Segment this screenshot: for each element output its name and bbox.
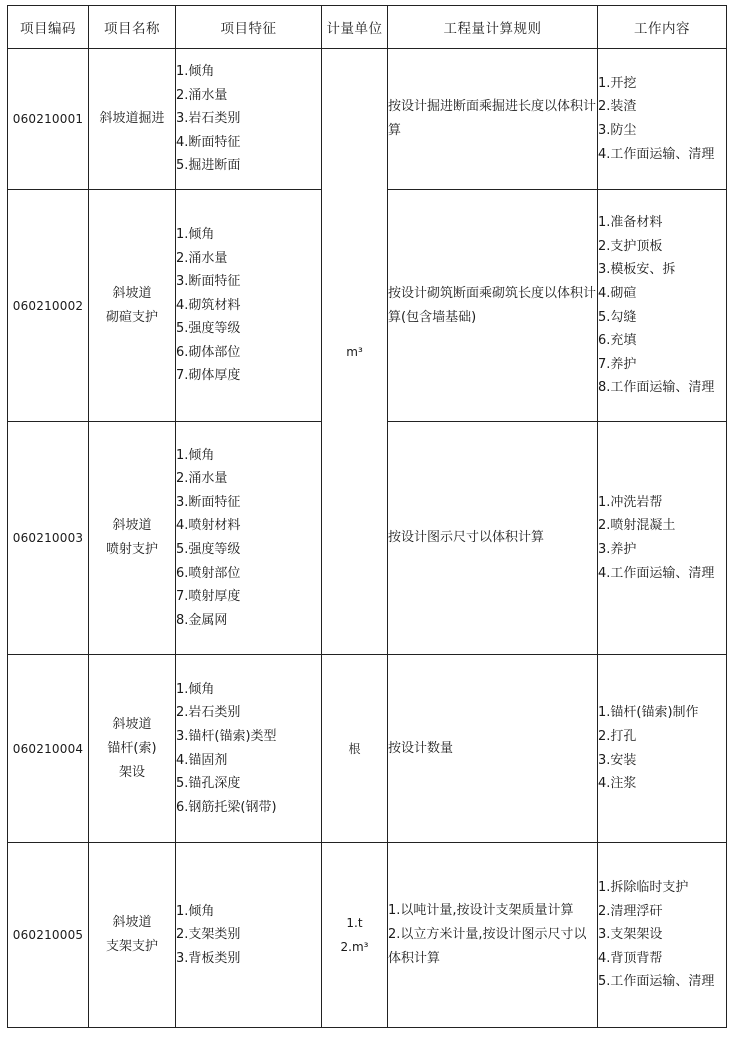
item-features [176, 655, 322, 843]
table-row [8, 843, 727, 1028]
feature-item: 4.断面特征 [176, 134, 241, 150]
table-header-row [8, 6, 727, 49]
work-item: 5.勾缝 [598, 309, 637, 325]
item-code: 060210003 [8, 422, 89, 655]
calc-rule-line: 按设计掘进断面乘掘进长度以体积计算 [388, 99, 597, 138]
header-item-code: 项目编码 [8, 6, 89, 49]
item-code: 060210002 [8, 190, 89, 422]
calc-rule [388, 49, 598, 190]
work-item: 1.开挖 [598, 75, 637, 91]
header-work-content: 工作内容 [598, 6, 727, 49]
calc-rule-line: 按设计图示尺寸以体积计算 [388, 530, 545, 545]
feature-item: 6.喷射部位 [176, 565, 241, 581]
unit-cell-merged [322, 49, 388, 655]
work-item: 4.工作面运输、清理 [598, 565, 715, 581]
item-name-line: 斜坡道 [112, 285, 152, 301]
calc-rule [388, 190, 598, 422]
work-content [598, 190, 727, 422]
feature-item: 7.喷射厚度 [176, 589, 241, 605]
feature-item: 2.支架类别 [176, 927, 241, 943]
item-code: 060210005 [8, 843, 89, 1028]
feature-item: 2.涌水量 [176, 87, 228, 103]
header-unit: 计量单位 [322, 6, 388, 49]
item-name-line: 喷射支护 [105, 542, 158, 557]
feature-item: 3.锚杆(锚索)类型 [176, 728, 277, 744]
bill-of-quantities-table [7, 5, 727, 1028]
work-content [598, 655, 727, 843]
work-item: 7.养护 [598, 356, 637, 372]
item-name-line: 架设 [118, 764, 145, 780]
item-name [89, 49, 176, 190]
work-item: 3.防尘 [598, 123, 637, 138]
feature-item: 7.砌体厚度 [176, 368, 241, 384]
item-name-line: 支架支护 [105, 939, 158, 954]
work-item: 3.支架架设 [598, 927, 663, 943]
calc-rule-line: 1.以吨计量,按设计支架质量计算 [388, 903, 574, 918]
feature-item: 2.岩石类别 [176, 705, 241, 721]
feature-item: 3.断面特征 [176, 274, 241, 290]
item-name [89, 190, 176, 422]
work-item: 3.安装 [598, 752, 637, 768]
item-name-line: 锚杆(索) [107, 740, 157, 756]
item-name-line: 斜坡道 [112, 716, 152, 732]
feature-item: 1.倾角 [176, 226, 215, 242]
unit-line: 1.t [346, 916, 363, 930]
work-item: 2.支护顶板 [598, 238, 663, 254]
work-item: 4.背顶背帮 [598, 950, 663, 966]
item-name [89, 422, 176, 655]
work-content [598, 49, 727, 190]
calc-rule-line: 按设计数量 [388, 740, 454, 756]
work-item: 1.准备材料 [598, 215, 663, 231]
item-features [176, 843, 322, 1028]
feature-item: 3.背板类别 [176, 950, 241, 966]
feature-item: 5.锚孔深度 [176, 776, 241, 792]
feature-item: 3.岩石类别 [176, 111, 241, 127]
work-item: 1.拆除临时支护 [598, 880, 689, 896]
item-name [89, 655, 176, 843]
work-item: 8.工作面运输、清理 [598, 380, 715, 396]
calc-rule [388, 655, 598, 843]
feature-item: 6.钢筋托梁(钢带) [176, 799, 277, 815]
feature-item: 4.锚固剂 [176, 752, 228, 768]
item-name-line: 砌碹支护 [105, 309, 158, 325]
work-item: 2.喷射混凝土 [598, 518, 676, 534]
calc-rule [388, 843, 598, 1028]
unit-cell [322, 843, 388, 1028]
unit-line: 2.m³ [340, 940, 369, 954]
table-row [8, 655, 727, 843]
work-item: 2.装渣 [598, 99, 637, 115]
work-item: 6.充填 [598, 333, 637, 349]
work-item: 4.工作面运输、清理 [598, 146, 715, 162]
feature-item: 4.砌筑材料 [176, 297, 241, 313]
unit-cell [322, 655, 388, 843]
item-code: 060210004 [8, 655, 89, 843]
header-calc-rule: 工程量计算规则 [388, 6, 598, 49]
work-item: 2.清理浮矸 [598, 903, 663, 919]
feature-item: 5.掘进断面 [176, 158, 241, 174]
work-item: 2.打孔 [598, 728, 637, 744]
feature-item: 6.砌体部位 [176, 344, 241, 360]
table-row [8, 49, 727, 190]
work-item: 3.养护 [598, 542, 637, 557]
feature-item: 2.涌水量 [176, 471, 228, 487]
feature-item: 1.倾角 [176, 447, 215, 463]
feature-item: 3.断面特征 [176, 494, 241, 510]
item-name [89, 843, 176, 1028]
work-item: 1.锚杆(锚索)制作 [598, 705, 699, 721]
feature-item: 1.倾角 [176, 681, 215, 697]
feature-item: 5.强度等级 [176, 542, 241, 557]
work-content [598, 843, 727, 1028]
feature-item: 1.倾角 [176, 64, 215, 80]
unit-value: m³ [346, 344, 363, 359]
item-name-line: 斜坡道掘进 [99, 111, 165, 126]
work-item: 3.模板安、拆 [598, 262, 676, 278]
item-features [176, 190, 322, 422]
feature-item: 5.强度等级 [176, 321, 241, 337]
item-code: 060210001 [8, 49, 89, 190]
work-item: 4.砌碹 [598, 285, 637, 301]
item-features [176, 422, 322, 655]
header-item-features: 项目特征 [176, 6, 322, 49]
unit-value: 根 [348, 741, 361, 756]
feature-item: 4.喷射材料 [176, 518, 241, 534]
feature-item: 1.倾角 [176, 903, 215, 919]
item-name-line: 斜坡道 [112, 915, 152, 930]
header-item-name: 项目名称 [89, 6, 176, 49]
work-item: 4.注浆 [598, 776, 637, 792]
calc-rule-line: 2.以立方米计量,按设计图示尺寸以体积计算 [388, 927, 587, 966]
item-name-line: 斜坡道 [112, 518, 152, 533]
work-content [598, 422, 727, 655]
work-item: 5.工作面运输、清理 [598, 974, 715, 990]
feature-item: 8.金属网 [176, 612, 228, 628]
feature-item: 2.涌水量 [176, 250, 228, 266]
calc-rule [388, 422, 598, 655]
calc-rule-line: 按设计砌筑断面乘砌筑长度以体积计算(包含墙基础) [388, 285, 597, 325]
item-features [176, 49, 322, 190]
work-item: 1.冲洗岩帮 [598, 494, 663, 510]
